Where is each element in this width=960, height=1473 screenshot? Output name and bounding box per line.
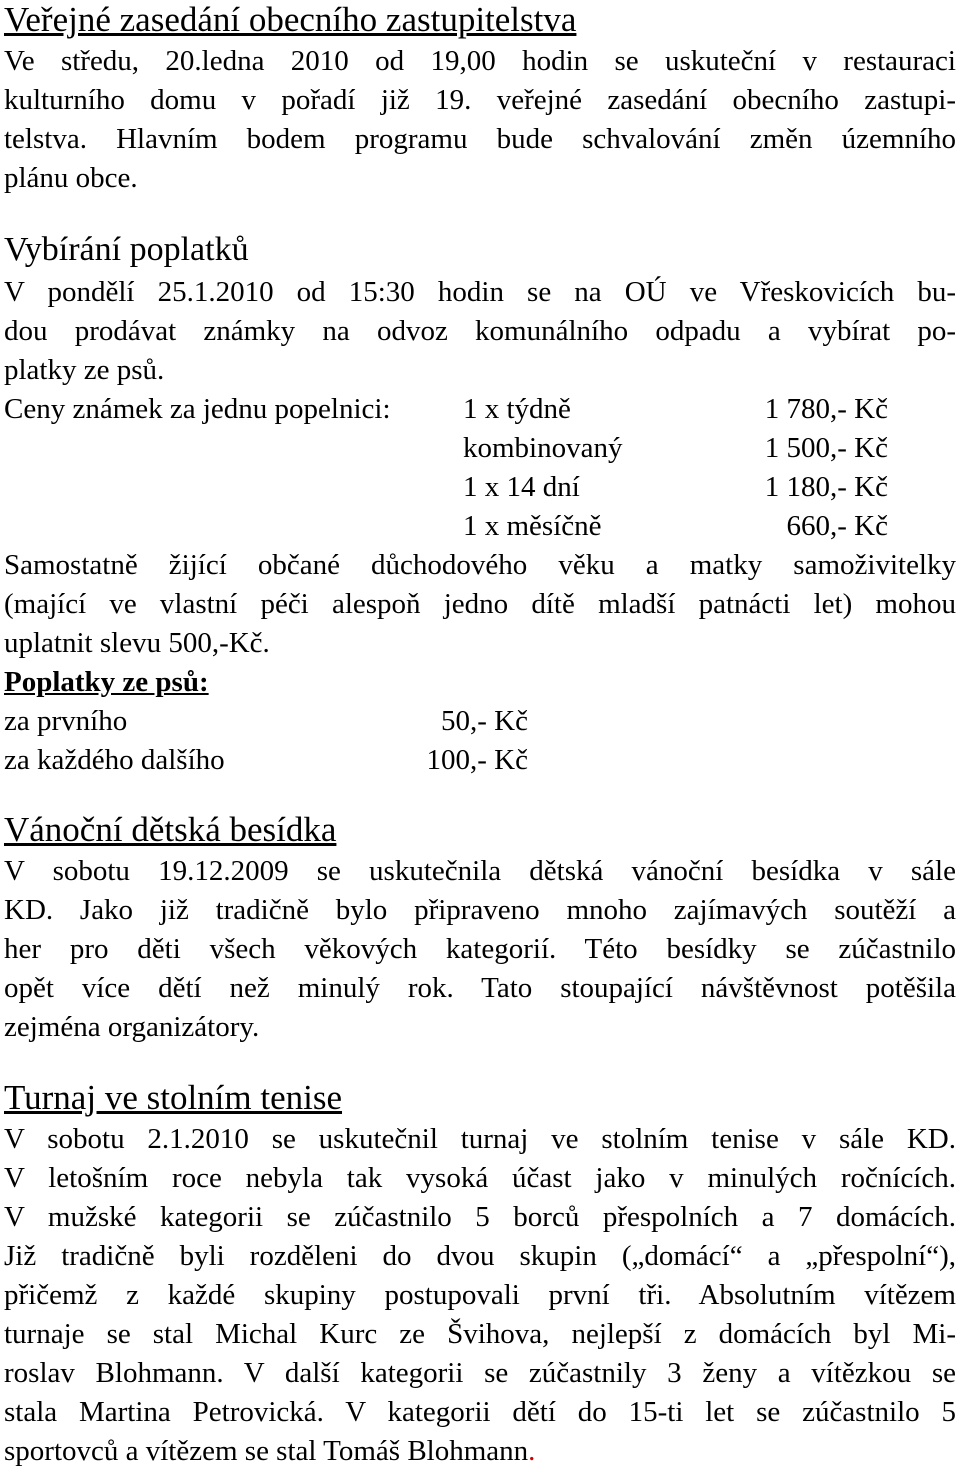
paragraph-line: uplatnit slevu 500,-Kč. [4, 627, 270, 659]
paragraph-line: V letošním roce nebyla tak vysoká účast jako v minulých ročnících. [4, 1162, 956, 1194]
price-label: kombinovaný [463, 432, 623, 464]
fee-value: 50,- Kč [441, 705, 528, 737]
fee-value: 100,- Kč [426, 744, 528, 776]
paragraph-line: zejména organizátory. [4, 1011, 260, 1043]
paragraph-line: roslav Blohmann. V další kategorii se zúčastnily 3 ženy a vítězkou se [4, 1357, 956, 1389]
paragraph-line: V sobotu 19.12.2009 se uskutečnila dětská vánoční besídka v sále [4, 855, 956, 887]
paragraph-line: V sobotu 2.1.2010 se uskutečnil turnaj ve stolním tenise v sále KD. [4, 1123, 956, 1155]
section-heading-public-meeting: Veřejné zasedání obecního zastupitelstva [4, 0, 577, 39]
paragraph-line: Ve středu, 20.ledna 2010 od 19,00 hodin se uskuteční v restauraci [4, 45, 956, 77]
paragraph-line: platky ze psů. [4, 354, 165, 386]
paragraph-line: dou prodávat známky na odvoz komunálního odpadu a vybírat po- [4, 315, 956, 347]
price-value: 1 180,- Kč [764, 471, 888, 503]
paragraph-line: turnaje se stal Michal Kurc ze Švihova, nejlepší z domácích byl Mi- [4, 1318, 956, 1350]
price-value: 1 780,- Kč [764, 393, 888, 425]
prices-label: Ceny známek za jednu popelnici: [4, 393, 391, 425]
paragraph-line: kulturního domu v pořadí již 19. veřejné zasedání obecního zastupi- [4, 84, 956, 116]
paragraph-line: her pro děti všech věkových kategorií. Této besídky se zúčastnilo [4, 933, 956, 965]
paragraph-line: V mužské kategorii se zúčastnilo 5 borců přespolních a 7 domácích. [4, 1201, 956, 1233]
dog-fees-heading: Poplatky ze psů: [4, 666, 209, 698]
paragraph-line: telstva. Hlavním bodem programu bude schvalování změn územního [4, 123, 956, 155]
price-label: 1 x týdně [463, 393, 571, 425]
paragraph-line: KD. Jako již tradičně bylo připraveno mnoho zajímavých soutěží a [4, 894, 956, 926]
paragraph-line: Samostatně žijící občané důchodového věku a matky samoživitelky [4, 549, 956, 581]
section-heading-table-tennis: Turnaj ve stolním tenise [4, 1078, 343, 1117]
price-label: 1 x 14 dní [463, 471, 580, 503]
paragraph-line: opět více dětí než minulý rok. Tato stoupající návštěvnost potěšila [4, 972, 956, 1004]
paragraph-line: (mající ve vlastní péči alespoň jedno dítě mladší patnácti let) mohou [4, 588, 956, 620]
last-line-text: sportovců a vítězem se stal Tomáš Blohmann [4, 1435, 529, 1467]
paragraph-line: stala Martina Petrovická. V kategorii dětí do 15-ti let se zúčastnilo 5 [4, 1396, 956, 1428]
last-line-period: . [528, 1435, 536, 1467]
paragraph-line: plánu obce. [4, 162, 138, 194]
fee-label: za prvního [4, 705, 128, 737]
paragraph-line: Již tradičně byli rozděleni do dvou skupin („domácí“ a „přespolní“), [4, 1240, 956, 1272]
paragraph-line: V pondělí 25.1.2010 od 15:30 hodin se na OÚ ve Vřeskovicích bu- [4, 276, 956, 308]
paragraph-last-line [4, 1433, 956, 1469]
fee-label: za každého dalšího [4, 744, 225, 776]
price-label: 1 x měsíčně [463, 510, 602, 542]
price-value: 660,- Kč [786, 510, 888, 542]
section-heading-christmas-party: Vánoční dětská besídka [4, 810, 337, 849]
paragraph-line: přičemž z každé skupiny postupovali první tři. Absolutním vítězem [4, 1279, 956, 1311]
section-heading-fees: Vybírání poplatků [4, 231, 249, 268]
price-value: 1 500,- Kč [764, 432, 888, 464]
